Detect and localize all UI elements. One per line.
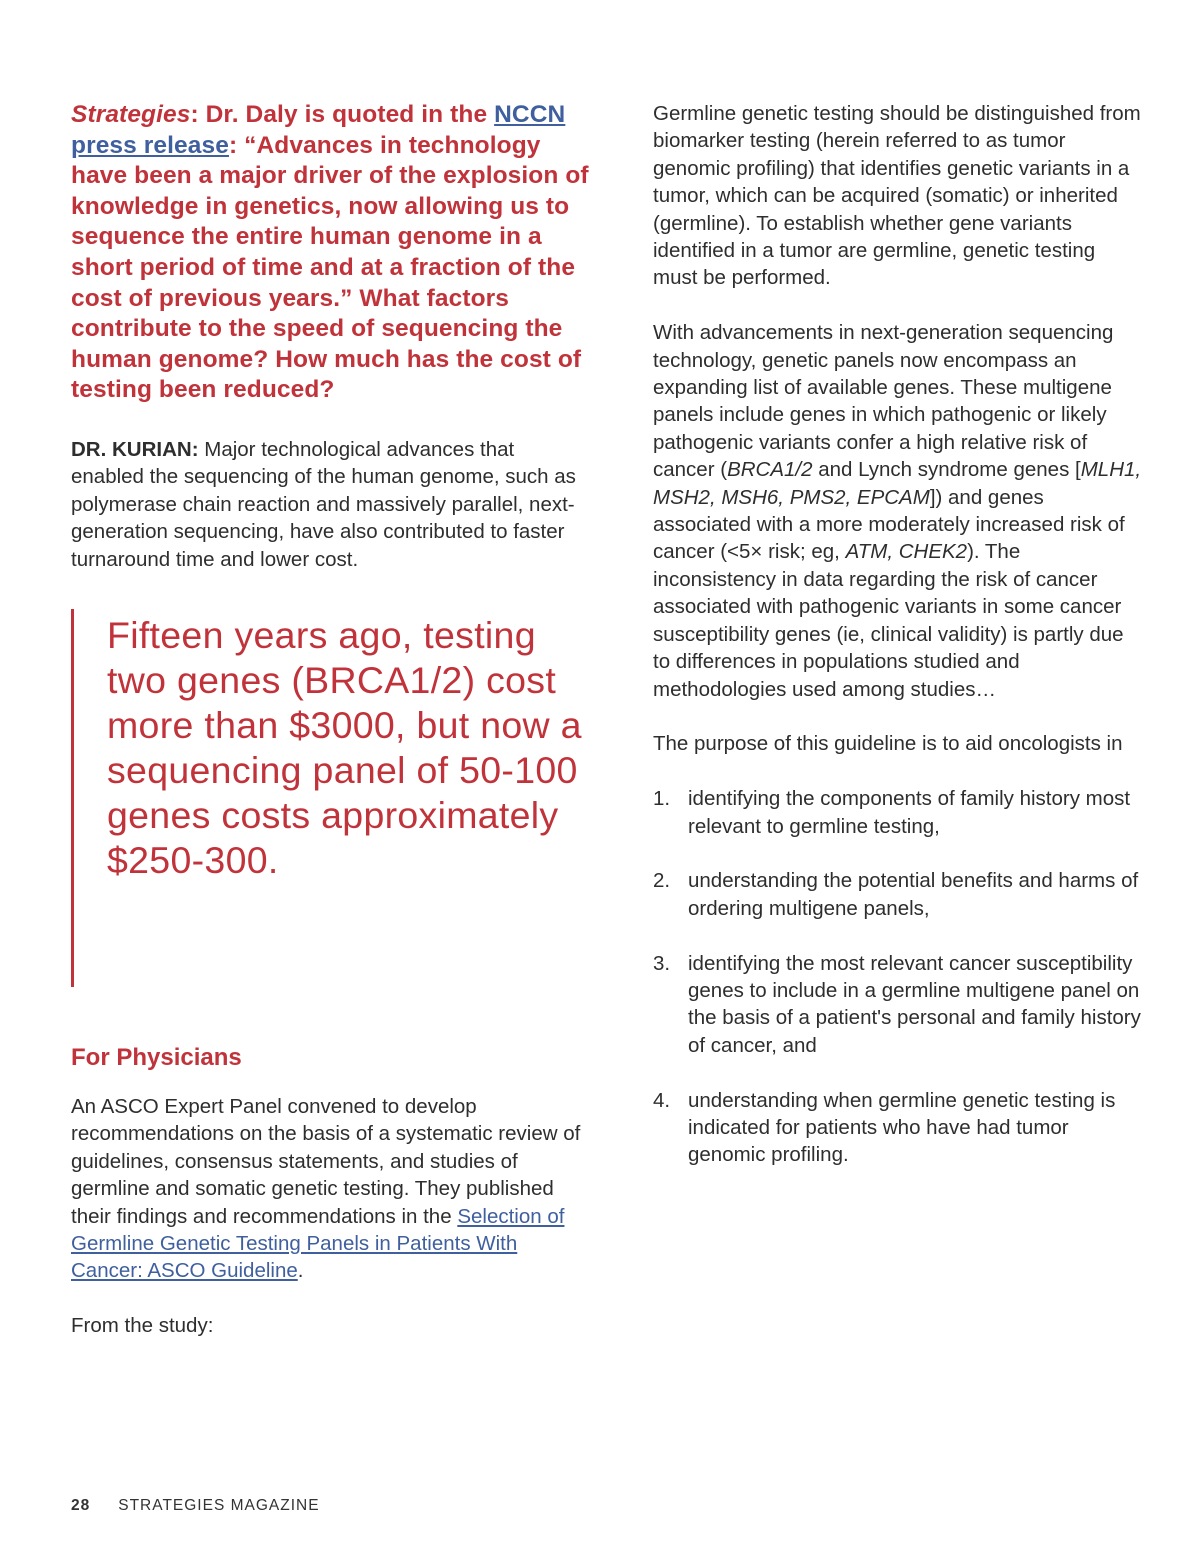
question-text-part2: : “Advances in technology have been a major driver of the explosion of knowledge in genetics, now allowing us to sequence the entire human genome in a short period of time and at a fraction of the cost of previous years.” What factors contribute to the speed of sequencing the human genome? How much has the cost of testing been reduced? — [71, 131, 589, 404]
ngs-advancements-paragraph — [653, 319, 1143, 703]
page-footer — [71, 1497, 320, 1515]
list-item-number: 1. — [653, 787, 671, 811]
ngs-text-1: With advancements in next-generation sequencing technology, genetic panels now encompass an expanding list of available genes. These multigene panels include genes in which pathogenic or likely pathogenic variants confer a high relative risk of cancer ( — [653, 321, 1114, 482]
list-item-number: 2. — [653, 869, 671, 893]
purpose-list — [653, 785, 1143, 1169]
pull-quote — [71, 609, 591, 987]
guideline-purpose-paragraph: The purpose of this guideline is to aid oncologists in — [653, 732, 1123, 756]
physicians-after-link: . — [297, 1259, 304, 1283]
gene-lynch-list: MLH1, MSH2, MSH6, PMS2, EPCAM — [653, 458, 1142, 509]
list-item-text: identifying the components of family history most relevant to germline testing, — [688, 787, 1131, 838]
ngs-text-3: ]) and genes associated with a more moderately increased risk of cancer (<5× risk; eg, — [653, 485, 1125, 564]
right-column — [653, 100, 1143, 1196]
answer-speaker: DR. KURIAN: — [71, 437, 199, 461]
physicians-text: An ASCO Expert Panel convened to develop recommendations on the basis of a systematic review of guidelines, consensus statements, and studies of germline and somatic genetic testing. They published their findings and recommendations in the — [71, 1094, 581, 1228]
list-item — [653, 867, 1143, 922]
page-number: 28 — [71, 1497, 91, 1514]
interview-answer — [71, 436, 591, 573]
physicians-paragraph — [71, 1093, 591, 1285]
question-lead: Strategies — [71, 101, 191, 128]
list-item-number: 4. — [653, 1088, 671, 1112]
gene-brca: BRCA1/2 — [727, 458, 813, 482]
publication-name: STRATEGIES MAGAZINE — [118, 1497, 320, 1514]
interview-question — [71, 100, 591, 406]
question-text-part1: : Dr. Daly is quoted in the — [190, 101, 495, 128]
gene-atm-chek2: ATM, CHEK2 — [845, 540, 968, 564]
list-item — [653, 785, 1143, 840]
list-item — [653, 950, 1143, 1060]
list-item-text: understanding the potential benefits and harms of ordering multigene panels, — [688, 869, 1139, 920]
ngs-text-2: and Lynch syndrome genes [ — [812, 458, 1081, 482]
from-study-label: From the study: — [71, 1313, 214, 1337]
list-item-number: 3. — [653, 951, 671, 975]
section-heading-for-physicians: For Physicians — [71, 1043, 242, 1071]
list-item-text: identifying the most relevant cancer susceptibility genes to include in a germline multigene panel on the basis of a patient's personal and family history of cancer, and — [688, 951, 1141, 1057]
asco-guideline-link[interactable]: Selection of Germline Genetic Testing Panels in Patients With Cancer: ASCO Guideline — [71, 1204, 565, 1283]
germline-testing-paragraph: Germline genetic testing should be distinguished from biomarker testing (herein referred to as tumor genomic profiling) that identifies genetic variants in a tumor, which can be acquired (somatic) or inherited (germline). To establish whether gene variants identified in a tumor are germline, genetic testing must be performed. — [653, 102, 1141, 290]
left-column — [71, 100, 591, 1339]
list-item-text: understanding when germline genetic testing is indicated for patients who have had tumor genomic profiling. — [688, 1088, 1116, 1167]
nccn-press-release-link[interactable]: NCCN press release — [71, 101, 566, 159]
list-item — [653, 1087, 1143, 1169]
ngs-text-4: ). The inconsistency in data regarding the risk of cancer associated with pathogenic variants in some cancer susceptibility genes (ie, clinical validity) is partly due to differences in populations studied and methodologies used among studies… — [653, 540, 1124, 701]
answer-text: Major technological advances that enabled the sequencing of the human genome, such as polymerase chain reaction and massively parallel, next-generation sequencing, have also contributed to faster turnaround time and lower cost. — [71, 437, 576, 571]
pull-quote-text: Fifteen years ago, testing two genes (BRCA1/2) cost more than $3000, but now a sequencing panel of 50-100 genes costs approximately $250-300. — [107, 613, 582, 881]
